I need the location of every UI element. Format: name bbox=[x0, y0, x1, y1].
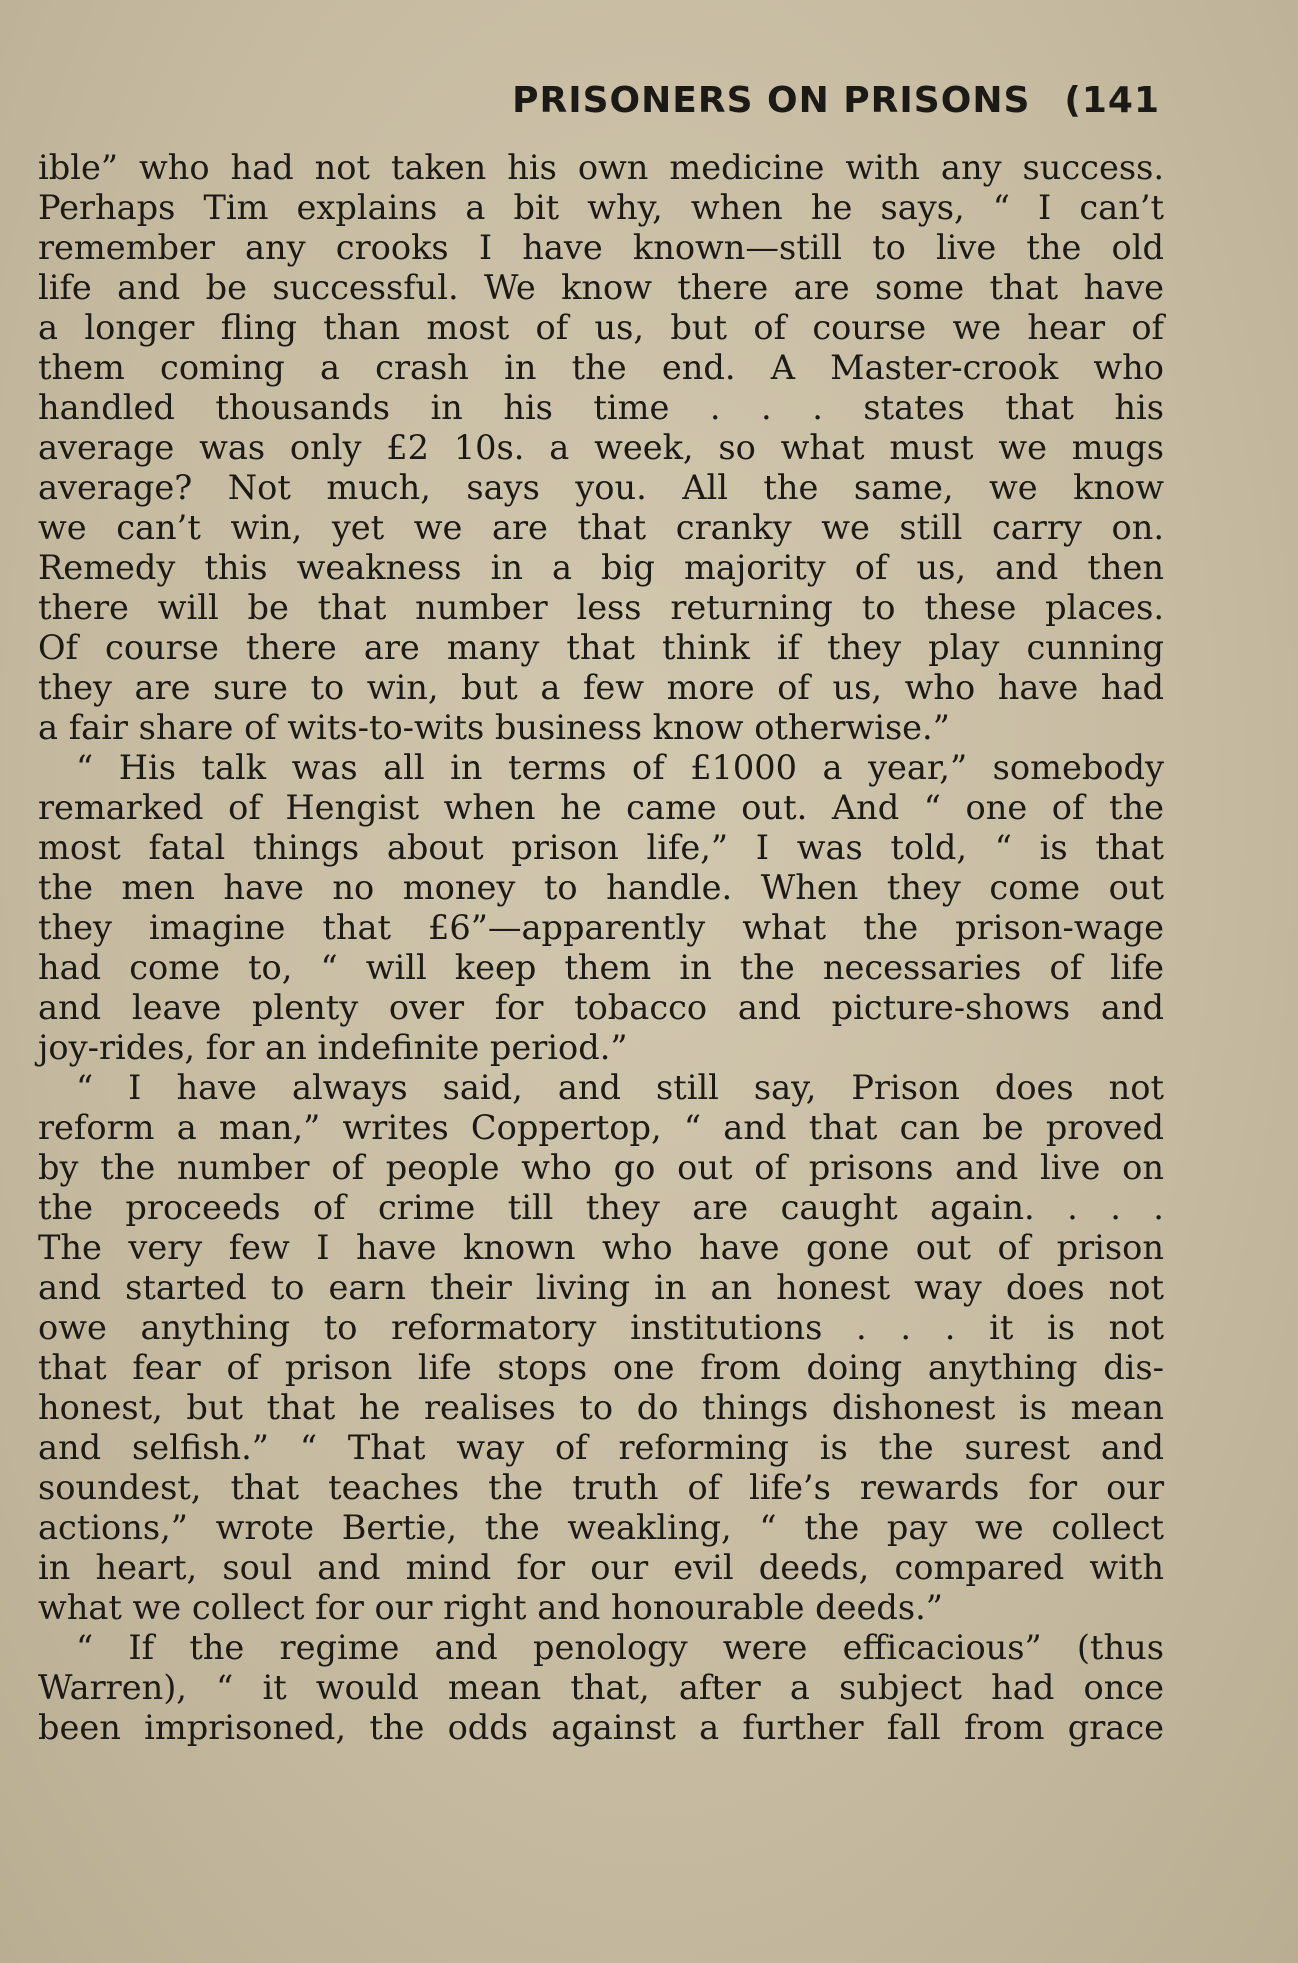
text-line: remarked of Hengist when he came out. And “ one of the bbox=[38, 788, 1164, 827]
text-line: honest, but that he realises to do things dishonest is mean bbox=[38, 1388, 1164, 1427]
text-line: and started to earn their living in an honest way does not bbox=[38, 1268, 1164, 1307]
page-number: (141 bbox=[1064, 80, 1160, 121]
text-line: “ If the regime and penology were efficacious” (thus bbox=[76, 1628, 1164, 1667]
text-line: handled thousands in his time . . . states that his bbox=[38, 388, 1164, 427]
text-line: and selfish.” “ That way of reforming is the surest and bbox=[38, 1428, 1164, 1467]
text-line: ible” who had not taken his own medicine with any success. bbox=[38, 148, 1164, 187]
text-line: the proceeds of crime till they are caught again. . . . bbox=[38, 1188, 1164, 1227]
text-line: the men have no money to handle. When they come out bbox=[38, 868, 1164, 907]
text-line: a longer fling than most of us, but of course we hear of bbox=[38, 308, 1164, 347]
text-line: we can’t win, yet we are that cranky we still carry on. bbox=[38, 508, 1164, 547]
text-line: been imprisoned, the odds against a further fall from grace bbox=[38, 1708, 1164, 1747]
text-line: soundest, that teaches the truth of life’s rewards for our bbox=[38, 1468, 1164, 1507]
text-line: they are sure to win, but a few more of us, who have had bbox=[38, 668, 1164, 707]
text-line: life and be successful. We know there are some that have bbox=[38, 268, 1164, 307]
text-line: average? Not much, says you. All the same, we know bbox=[38, 468, 1164, 507]
text-line: there will be that number less returning to these places. bbox=[38, 588, 1164, 627]
text-line: Remedy this weakness in a big majority of us, and then bbox=[38, 548, 1164, 587]
text-line: reform a man,” writes Coppertop, “ and that can be proved bbox=[38, 1108, 1164, 1147]
text-line: by the number of people who go out of prisons and live on bbox=[38, 1148, 1164, 1187]
text-line: “ His talk was all in terms of £1000 a year,” somebody bbox=[76, 748, 1164, 787]
text-line: Warren), “ it would mean that, after a subject had once bbox=[38, 1668, 1164, 1707]
text-line: in heart, soul and mind for our evil deeds, compared with bbox=[38, 1548, 1164, 1587]
text-line: “ I have always said, and still say, Prison does not bbox=[76, 1068, 1164, 1107]
text-line: average was only £2 10s. a week, so what must we mugs bbox=[38, 428, 1164, 467]
text-line: and leave plenty over for tobacco and picture-shows and bbox=[38, 988, 1164, 1027]
text-line: that fear of prison life stops one from doing anything dis- bbox=[38, 1348, 1164, 1387]
text-line: what we collect for our right and honourable deeds.” bbox=[38, 1588, 943, 1627]
running-header bbox=[512, 80, 1160, 121]
text-line: Of course there are many that think if they play cunning bbox=[38, 628, 1164, 667]
text-line: The very few I have known who have gone out of prison bbox=[38, 1228, 1164, 1267]
running-title: PRISONERS ON PRISONS bbox=[512, 80, 1031, 121]
body-text bbox=[38, 148, 1164, 1748]
text-line: joy-rides, for an indefinite period.” bbox=[38, 1028, 628, 1067]
text-line: Perhaps Tim explains a bit why, when he says, “ I can’t bbox=[38, 188, 1164, 227]
text-line: actions,” wrote Bertie, the weakling, “ the pay we collect bbox=[38, 1508, 1164, 1547]
text-line: them coming a crash in the end. A Master-crook who bbox=[38, 348, 1164, 387]
text-line: owe anything to reformatory institutions . . . it is not bbox=[38, 1308, 1164, 1347]
text-line: most fatal things about prison life,” I was told, “ is that bbox=[38, 828, 1164, 867]
text-line: remember any crooks I have known—still to live the old bbox=[38, 228, 1164, 267]
text-line: they imagine that £6”—apparently what the prison-wage bbox=[38, 908, 1164, 947]
text-line: had come to, “ will keep them in the necessaries of life bbox=[38, 948, 1164, 987]
text-line: a fair share of wits-to-wits business know otherwise.” bbox=[38, 708, 950, 747]
